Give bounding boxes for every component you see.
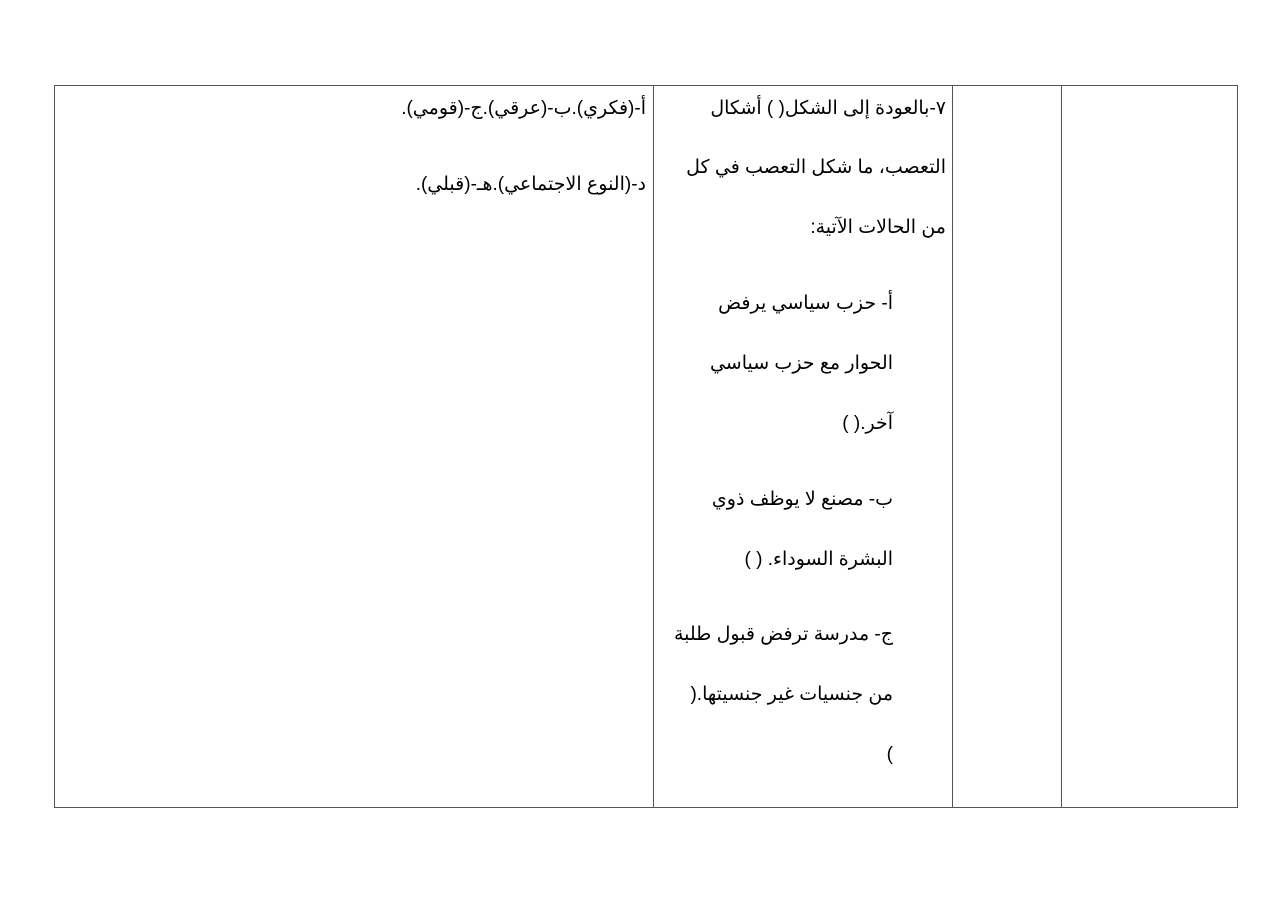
empty-cell-notes [1062,86,1237,807]
empty-cell-time [953,86,1061,807]
lesson-table [54,85,1238,808]
question-cell [654,86,952,807]
answer-line: أ-(فكري).ب-(عرقي).ج-(قومي). [401,98,646,119]
answer-cell [55,86,653,807]
question-line: التعصب، ما شكل التعصب في كل [686,157,946,178]
case-item-c: ) [886,744,893,765]
case-item-b: البشرة السوداء. ( ) [744,549,893,570]
case-item-c: ج- مدرسة ترفض قبول طلبة [673,624,893,645]
case-item-a: آخر.( ) [842,413,893,434]
case-item-a: أ- حزب سياسي يرفض [718,293,893,314]
case-item-a: الحوار مع حزب سياسي [709,353,893,374]
case-item-b: ب- مصنع لا يوظف ذوي [711,489,893,510]
answer-line: د-(النوع الاجتماعي).هـ-(قبلي). [415,174,646,195]
case-item-c: من جنسيات غير جنسيتها.( [690,684,893,705]
question-line: ٧-بالعودة إلى الشكل( ) أشكال [710,98,946,119]
question-line: من الحالات الآتية: [810,217,946,238]
